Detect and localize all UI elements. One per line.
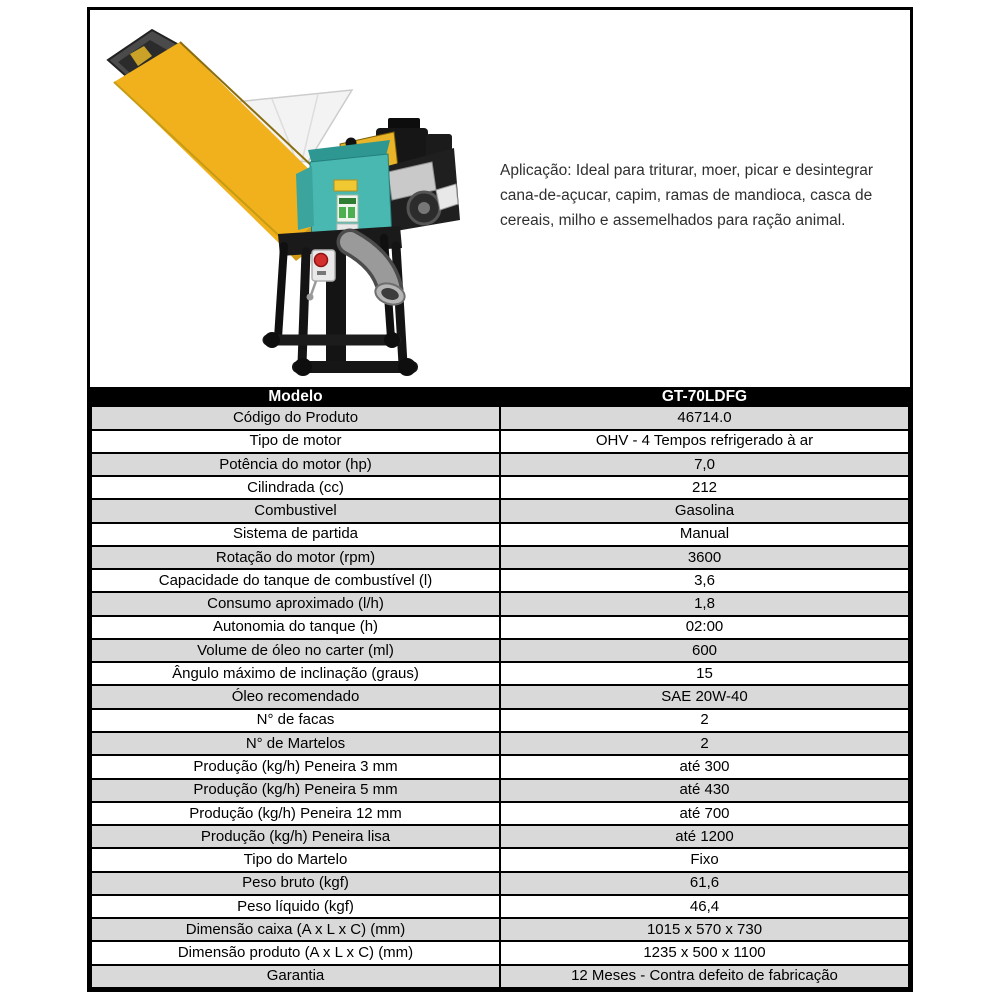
table-row bbox=[91, 825, 909, 848]
spec-table bbox=[90, 387, 910, 989]
spec-value: 2 bbox=[500, 709, 909, 732]
spec-label: Autonomia do tanque (h) bbox=[91, 616, 500, 639]
spec-label: Dimensão produto (A x L x C) (mm) bbox=[91, 941, 500, 964]
spec-label: N° de Martelos bbox=[91, 732, 500, 755]
spec-value: 1235 x 500 x 1100 bbox=[500, 941, 909, 964]
spec-value: 1,8 bbox=[500, 592, 909, 615]
table-row bbox=[91, 848, 909, 871]
spec-table-body bbox=[91, 406, 909, 988]
spec-value: OHV - 4 Tempos refrigerado à ar bbox=[500, 430, 909, 453]
spec-label: Peso bruto (kgf) bbox=[91, 872, 500, 895]
spec-label: Dimensão caixa (A x L x C) (mm) bbox=[91, 918, 500, 941]
content-frame bbox=[87, 7, 913, 992]
spec-value: 12 Meses - Contra defeito de fabricação bbox=[500, 965, 909, 988]
table-row bbox=[91, 406, 909, 429]
table-row bbox=[91, 592, 909, 615]
spec-value: 3,6 bbox=[500, 569, 909, 592]
spec-value: 1015 x 570 x 730 bbox=[500, 918, 909, 941]
spec-label: Ângulo máximo de inclinação (graus) bbox=[91, 662, 500, 685]
spec-value: até 700 bbox=[500, 802, 909, 825]
spec-label: Código do Produto bbox=[91, 406, 500, 429]
table-row bbox=[91, 732, 909, 755]
table-row bbox=[91, 872, 909, 895]
table-row bbox=[91, 685, 909, 708]
table-row bbox=[91, 709, 909, 732]
spec-label: Volume de óleo no carter (ml) bbox=[91, 639, 500, 662]
spec-label: N° de facas bbox=[91, 709, 500, 732]
table-row bbox=[91, 662, 909, 685]
table-row bbox=[91, 965, 909, 988]
table-row bbox=[91, 546, 909, 569]
table-row bbox=[91, 523, 909, 546]
spec-label: Produção (kg/h) Peneira 3 mm bbox=[91, 755, 500, 778]
spec-label: Tipo do Martelo bbox=[91, 848, 500, 871]
spec-header-value: GT-70LDFG bbox=[500, 388, 909, 406]
spec-label: Cilindrada (cc) bbox=[91, 476, 500, 499]
spec-label: Produção (kg/h) Peneira 12 mm bbox=[91, 802, 500, 825]
table-row bbox=[91, 616, 909, 639]
spec-label: Rotação do motor (rpm) bbox=[91, 546, 500, 569]
spec-value: 600 bbox=[500, 639, 909, 662]
spec-value: SAE 20W-40 bbox=[500, 685, 909, 708]
spec-value: Manual bbox=[500, 523, 909, 546]
spec-label: Consumo aproximado (l/h) bbox=[91, 592, 500, 615]
spec-label: Potência do motor (hp) bbox=[91, 453, 500, 476]
spec-label: Tipo de motor bbox=[91, 430, 500, 453]
spec-value: 46714.0 bbox=[500, 406, 909, 429]
table-row bbox=[91, 918, 909, 941]
table-row bbox=[91, 802, 909, 825]
table-row bbox=[91, 895, 909, 918]
table-row bbox=[91, 499, 909, 522]
spec-value: 7,0 bbox=[500, 453, 909, 476]
spec-value: até 1200 bbox=[500, 825, 909, 848]
spec-label: Óleo recomendado bbox=[91, 685, 500, 708]
spec-value: 3600 bbox=[500, 546, 909, 569]
spec-label: Combustivel bbox=[91, 499, 500, 522]
spec-label: Capacidade do tanque de combustível (l) bbox=[91, 569, 500, 592]
table-row bbox=[91, 453, 909, 476]
spec-value: Gasolina bbox=[500, 499, 909, 522]
spec-label: Produção (kg/h) Peneira 5 mm bbox=[91, 779, 500, 802]
spec-value: 15 bbox=[500, 662, 909, 685]
table-row bbox=[91, 430, 909, 453]
spec-value: até 430 bbox=[500, 779, 909, 802]
spec-label: Peso líquido (kgf) bbox=[91, 895, 500, 918]
spec-value: 212 bbox=[500, 476, 909, 499]
table-row bbox=[91, 755, 909, 778]
spec-value: Fixo bbox=[500, 848, 909, 871]
table-row bbox=[91, 476, 909, 499]
table-row bbox=[91, 941, 909, 964]
machine-illustration bbox=[100, 22, 480, 384]
spec-label: Sistema de partida bbox=[91, 523, 500, 546]
application-description: Aplicação: Ideal para triturar, moer, picar e desintegrar cana-de-açucar, capim, ramas de mandioca, casca de cereais, milho e assemelhados para ração animal. bbox=[500, 162, 874, 229]
spec-header-label: Modelo bbox=[91, 388, 500, 406]
product-section bbox=[90, 10, 910, 387]
table-row bbox=[91, 779, 909, 802]
spec-value: até 300 bbox=[500, 755, 909, 778]
spec-value: 61,6 bbox=[500, 872, 909, 895]
product-photo bbox=[100, 22, 480, 384]
table-row bbox=[91, 569, 909, 592]
table-row bbox=[91, 639, 909, 662]
spec-table-header-row bbox=[91, 388, 909, 406]
spec-label: Produção (kg/h) Peneira lisa bbox=[91, 825, 500, 848]
spec-value: 46,4 bbox=[500, 895, 909, 918]
spec-value: 2 bbox=[500, 732, 909, 755]
spec-label: Garantia bbox=[91, 965, 500, 988]
spec-value: 02:00 bbox=[500, 616, 909, 639]
